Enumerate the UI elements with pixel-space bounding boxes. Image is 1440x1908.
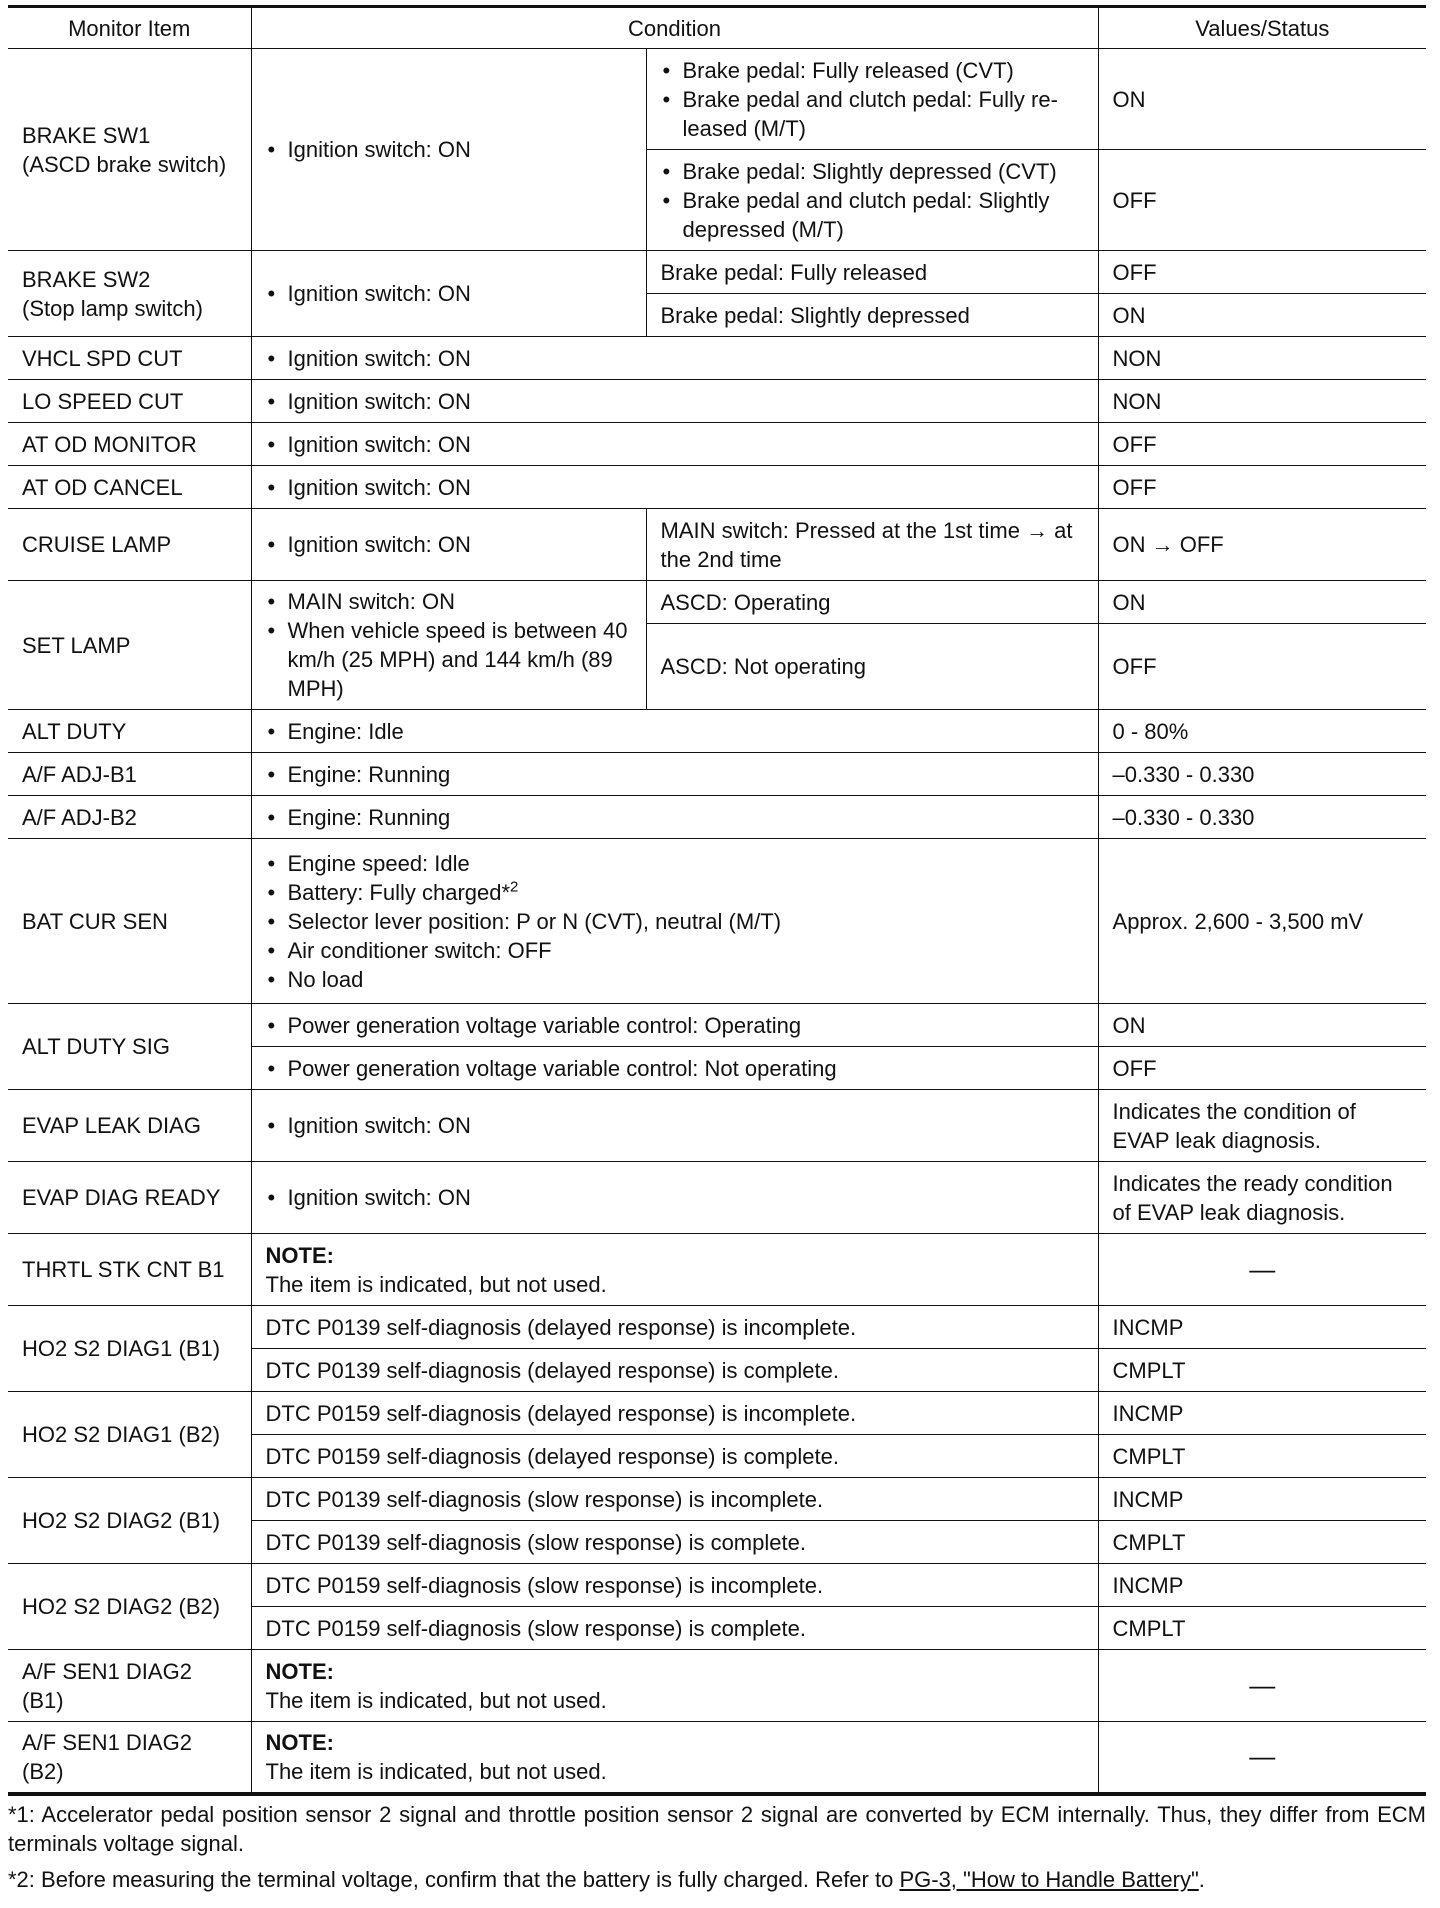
value-cell: Indicates the ready condition of EVAP leak diagnosis. <box>1098 1162 1426 1234</box>
condition-cell <box>251 380 1098 423</box>
condition-cell: DTC P0159 self-diagnosis (slow response) is complete. <box>251 1607 1098 1650</box>
table-row <box>8 581 1426 624</box>
value-cell: NON <box>1098 337 1426 380</box>
table-row <box>8 423 1426 466</box>
condition-bullet: • No load <box>266 965 1084 994</box>
table-row <box>8 839 1426 1004</box>
condition-bullet: • Ignition switch: ON <box>266 1111 1084 1140</box>
item-cell: VHCL SPD CUT <box>8 337 251 380</box>
value-cell: Indicates the condition of EVAP leak diagnosis. <box>1098 1090 1426 1162</box>
item-name-sub: (Stop lamp switch) <box>22 295 203 321</box>
value-cell: NON <box>1098 380 1426 423</box>
condition-cell <box>251 466 1098 509</box>
condition-bullet: • Selector lever position: P or N (CVT), neutral (M/T) <box>266 907 1084 936</box>
table-row <box>8 1564 1426 1607</box>
condition-bullet: • Engine: Idle <box>266 717 1084 746</box>
value-cell: ON → OFF <box>1098 509 1426 581</box>
value-cell: INCMP <box>1098 1392 1426 1435</box>
value-cell: 0 - 80% <box>1098 710 1426 753</box>
item-cell: A/F ADJ-B2 <box>8 796 251 839</box>
note-text: The item is indicated, but not used. <box>265 1758 607 1784</box>
item-name: A/F SEN1 DIAG2 <box>22 1658 192 1684</box>
table-header-row <box>8 7 1426 49</box>
item-cell: HO2 S2 DIAG2 (B1) <box>8 1478 251 1564</box>
condition-cell: DTC P0159 self-diagnosis (delayed response) is incomplete. <box>251 1392 1098 1435</box>
table-row <box>8 1306 1426 1349</box>
item-cell <box>8 251 251 337</box>
value-cell: OFF <box>1098 251 1426 294</box>
item-name-sub: (B1) <box>22 1687 64 1713</box>
item-cell: BAT CUR SEN <box>8 839 251 1004</box>
condition-cell <box>251 1234 1098 1306</box>
item-cell: HO2 S2 DIAG1 (B2) <box>8 1392 251 1478</box>
header-condition: Condition <box>251 7 1098 49</box>
condition-cell: DTC P0159 self-diagnosis (delayed response) is complete. <box>251 1435 1098 1478</box>
header-values-status: Values/Status <box>1098 7 1426 49</box>
condition-bullet: • Ignition switch: ON <box>266 279 632 308</box>
note-text: The item is indicated, but not used. <box>265 1687 607 1713</box>
item-cell: A/F ADJ-B1 <box>8 753 251 796</box>
table-row <box>8 1722 1426 1794</box>
value-cell: ON <box>1098 294 1426 337</box>
value-cell: ON <box>1098 1004 1426 1047</box>
condition-bullet <box>266 878 1084 907</box>
value-cell: CMPLT <box>1098 1607 1426 1650</box>
value-cell: OFF <box>1098 466 1426 509</box>
item-cell: ALT DUTY <box>8 710 251 753</box>
sub-condition-cell: ASCD: Operating <box>646 581 1098 624</box>
condition-bullet: • Brake pedal and clutch pedal: Slightly depressed (M/T) <box>661 186 1084 244</box>
condition-bullet: • Engine: Running <box>266 760 1084 789</box>
value-cell: OFF <box>1098 423 1426 466</box>
value-cell: OFF <box>1098 624 1426 710</box>
condition-cell <box>251 581 646 710</box>
condition-cell <box>251 796 1098 839</box>
condition-bullet: • Power generation voltage variable control: Operating <box>266 1011 1084 1040</box>
condition-bullet: • MAIN switch: ON <box>266 587 632 616</box>
item-name: A/F SEN1 DIAG2 <box>22 1729 192 1755</box>
item-name-sub: (ASCD brake switch) <box>22 151 227 177</box>
value-cell: OFF <box>1098 1047 1426 1090</box>
condition-cell <box>251 1004 1098 1047</box>
condition-cell <box>251 710 1098 753</box>
condition-bullet: • Engine: Running <box>266 803 1084 832</box>
sub-condition-cell: Brake pedal: Fully released <box>646 251 1098 294</box>
table-row <box>8 49 1426 150</box>
condition-bullet: • Ignition switch: ON <box>266 344 1084 373</box>
value-cell: Approx. 2,600 - 3,500 mV <box>1098 839 1426 1004</box>
item-cell: HO2 S2 DIAG2 (B2) <box>8 1564 251 1650</box>
table-row <box>8 337 1426 380</box>
item-cell: THRTL STK CNT B1 <box>8 1234 251 1306</box>
table-row <box>8 380 1426 423</box>
monitor-item-table <box>8 5 1426 1796</box>
value-cell: ON <box>1098 581 1426 624</box>
item-cell: EVAP DIAG READY <box>8 1162 251 1234</box>
condition-cell: DTC P0139 self-diagnosis (slow response) is incomplete. <box>251 1478 1098 1521</box>
value-cell: –0.330 - 0.330 <box>1098 796 1426 839</box>
battery-handling-link[interactable]: PG-3, "How to Handle Battery" <box>899 1866 1199 1892</box>
condition-bullet: • When vehicle speed is between 40 km/h (25 MPH) and 144 km/h (89 MPH) <box>266 616 632 703</box>
value-cell: CMPLT <box>1098 1435 1426 1478</box>
item-cell: EVAP LEAK DIAG <box>8 1090 251 1162</box>
condition-bullet: • Ignition switch: ON <box>266 430 1084 459</box>
condition-bullet: • Brake pedal: Fully released (CVT) <box>661 56 1084 85</box>
condition-cell <box>251 1650 1098 1722</box>
condition-cell <box>251 753 1098 796</box>
condition-bullet: • Ignition switch: ON <box>266 530 632 559</box>
table-row <box>8 753 1426 796</box>
condition-cell <box>251 839 1098 1004</box>
condition-bullet: • Brake pedal and clutch pedal: Fully re-leased (M/T) <box>661 85 1084 143</box>
value-cell: CMPLT <box>1098 1349 1426 1392</box>
condition-cell <box>251 509 646 581</box>
note-heading: NOTE: <box>265 1242 334 1268</box>
table-row <box>8 1090 1426 1162</box>
condition-bullet: • Engine speed: Idle <box>266 849 1084 878</box>
sub-condition-cell: Brake pedal: Slightly depressed <box>646 294 1098 337</box>
condition-bullet: • Ignition switch: ON <box>266 135 632 164</box>
condition-cell: DTC P0139 self-diagnosis (delayed response) is complete. <box>251 1349 1098 1392</box>
condition-cell: DTC P0139 self-diagnosis (delayed response) is incomplete. <box>251 1306 1098 1349</box>
item-cell: ALT DUTY SIG <box>8 1004 251 1090</box>
item-name: BRAKE SW2 <box>22 266 151 292</box>
condition-cell <box>251 337 1098 380</box>
sub-condition-cell <box>646 49 1098 150</box>
condition-cell <box>251 251 646 337</box>
value-cell: — <box>1098 1650 1426 1722</box>
value-cell: — <box>1098 1234 1426 1306</box>
condition-cell <box>251 423 1098 466</box>
value-cell: — <box>1098 1722 1426 1794</box>
item-cell: AT OD MONITOR <box>8 423 251 466</box>
value-cell: INCMP <box>1098 1306 1426 1349</box>
table-row <box>8 1478 1426 1521</box>
table-row <box>8 1162 1426 1234</box>
item-cell <box>8 1722 251 1794</box>
table-row <box>8 710 1426 753</box>
sub-condition-cell <box>646 150 1098 251</box>
condition-bullet: • Power generation voltage variable control: Not operating <box>266 1054 1084 1083</box>
document-page <box>8 5 1426 1901</box>
condition-cell <box>251 49 646 251</box>
value-cell: INCMP <box>1098 1564 1426 1607</box>
item-name: BRAKE SW1 <box>22 122 151 148</box>
condition-cell: DTC P0139 self-diagnosis (slow response) is complete. <box>251 1521 1098 1564</box>
condition-cell: DTC P0159 self-diagnosis (slow response) is incomplete. <box>251 1564 1098 1607</box>
footnote-2-end: . <box>1198 1866 1205 1892</box>
item-cell: SET LAMP <box>8 581 251 710</box>
item-cell: CRUISE LAMP <box>8 509 251 581</box>
item-cell <box>8 49 251 251</box>
table-row <box>8 1234 1426 1306</box>
footnote-2 <box>8 1865 1426 1894</box>
note-heading: NOTE: <box>265 1658 334 1684</box>
footnotes <box>8 1800 1426 1894</box>
condition-cell <box>251 1047 1098 1090</box>
condition-bullet: • Air conditioner switch: OFF <box>266 936 1084 965</box>
note-heading: NOTE: <box>265 1729 334 1755</box>
value-cell: OFF <box>1098 150 1426 251</box>
value-cell: CMPLT <box>1098 1521 1426 1564</box>
note-text: The item is indicated, but not used. <box>265 1271 607 1297</box>
item-cell: LO SPEED CUT <box>8 380 251 423</box>
table-row <box>8 1650 1426 1722</box>
sub-condition-cell: MAIN switch: Pressed at the 1st time → at the 2nd time <box>646 509 1098 581</box>
item-cell: HO2 S2 DIAG1 (B1) <box>8 1306 251 1392</box>
footnote-1: *1: Accelerator pedal position sensor 2 signal and throttle position sensor 2 signal are converted by ECM internally. Thus, they differ from ECM terminals voltage signal. <box>8 1801 1426 1856</box>
condition-bullet: • Brake pedal: Slightly depressed (CVT) <box>661 157 1084 186</box>
table-row <box>8 466 1426 509</box>
table-row <box>8 509 1426 581</box>
condition-cell <box>251 1722 1098 1794</box>
condition-text: Battery: Fully charged* <box>287 879 511 905</box>
value-cell: –0.330 - 0.330 <box>1098 753 1426 796</box>
footnote-ref: 2 <box>510 878 519 896</box>
condition-cell <box>251 1162 1098 1234</box>
table-row <box>8 251 1426 294</box>
table-row <box>8 796 1426 839</box>
item-cell <box>8 1650 251 1722</box>
footnote-2-text: *2: Before measuring the terminal voltage, confirm that the battery is fully charged. Refer to <box>8 1866 900 1892</box>
table-row <box>8 1392 1426 1435</box>
item-name-sub: (B2) <box>22 1758 64 1784</box>
condition-cell <box>251 1090 1098 1162</box>
table-row <box>8 1004 1426 1047</box>
sub-condition-cell: ASCD: Not operating <box>646 624 1098 710</box>
condition-bullet: • Ignition switch: ON <box>266 1183 1084 1212</box>
header-monitor-item: Monitor Item <box>8 7 251 49</box>
condition-bullet: • Ignition switch: ON <box>266 473 1084 502</box>
item-cell: AT OD CANCEL <box>8 466 251 509</box>
value-cell: INCMP <box>1098 1478 1426 1521</box>
condition-bullet: • Ignition switch: ON <box>266 387 1084 416</box>
value-cell: ON <box>1098 49 1426 150</box>
